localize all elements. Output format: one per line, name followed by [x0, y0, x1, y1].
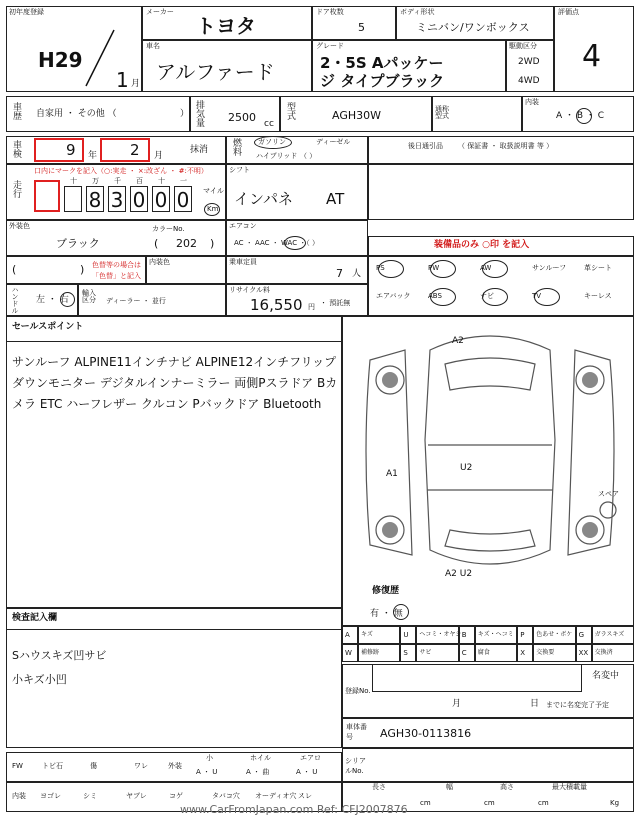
sales-title: セールスポイント — [12, 322, 84, 332]
spare-label: スペア — [598, 490, 619, 498]
height-label: 高さ — [500, 783, 514, 791]
mileage-unit-km: Km — [207, 205, 219, 213]
mileage-digit-label: 千 — [114, 177, 121, 185]
interior-item: ヨゴレ — [40, 792, 61, 800]
inspection-month: 2 — [130, 141, 140, 159]
mileage-digit-label: 一 — [180, 177, 187, 185]
grade-line1: 2・5S Aパッケー — [320, 54, 444, 72]
serial-label: シリアルNo. — [345, 757, 366, 775]
name-change-label: 名変中 — [592, 671, 620, 681]
legend-code: G — [578, 631, 585, 639]
score-value: 4 — [582, 39, 602, 74]
width-unit: cm — [484, 799, 495, 807]
rear-items-label: 後日通引品 — [408, 142, 443, 150]
legend-desc: 交換済 — [594, 649, 613, 656]
grade-line2: ジ タイプブラック — [320, 72, 445, 90]
fw-item-scratch: 傷 — [90, 762, 97, 770]
legend-desc: 交換要 — [536, 649, 555, 656]
reg-month: 1 — [116, 68, 129, 92]
usage-text: 自家用 ・ その他 （ — [36, 109, 117, 119]
handle-text: 左 ・ 右 — [36, 295, 69, 305]
displacement-label: 排気量 — [194, 100, 204, 127]
first-reg-label: 初年度登録 — [9, 8, 44, 16]
interior-color-label: 内装色 — [149, 258, 170, 266]
deadline-note: までに名変完了予定 — [546, 701, 609, 709]
inspection-notes-title: 検査記入欄 — [12, 613, 58, 623]
rear-items-cell — [368, 136, 634, 164]
erased-label: 抹消 — [190, 145, 209, 155]
recycle-note: ・ 預託無 — [320, 299, 351, 307]
mileage-status-box — [34, 180, 60, 212]
mileage-note: 口内にマークを記入（○:実走 ・ ×:改ざん ・ #:不明） — [34, 167, 208, 175]
fuel-label: 燃料 — [231, 138, 241, 156]
mileage-digit: 0 — [130, 186, 148, 212]
aero-opts: A ・ U — [296, 768, 318, 776]
equip-item: ABS — [428, 292, 442, 300]
mileage-digit-label: 万 — [92, 177, 99, 185]
mileage-digit-label: 十 — [70, 177, 77, 185]
legend-code: A — [345, 631, 350, 639]
recycle-label: リサイクル料 — [229, 286, 271, 294]
mark-a1: A1 — [386, 469, 398, 479]
usage-close: ） — [180, 109, 190, 119]
inspection-year-box — [34, 138, 84, 162]
watermark: www.CarFromJapan.com Ref: CFJ2007876 — [180, 803, 408, 816]
inspection-label: 車検 — [11, 140, 21, 158]
shift-type: AT — [326, 190, 345, 208]
legend-code: X — [520, 649, 525, 657]
maker-label: メーカー — [146, 8, 174, 16]
color-no-value: 202 — [176, 237, 197, 250]
exterior-color: ブラック — [56, 237, 100, 250]
legend-desc: ガラスキズ — [594, 631, 625, 638]
chassis-label: 車体番号 — [346, 723, 367, 741]
interior-row-label: 内装 — [12, 792, 26, 800]
legend-code: B — [461, 631, 467, 639]
equip-item: サンルーフ — [532, 264, 567, 272]
serial-cell — [342, 748, 634, 782]
interior-item: コゲ — [169, 792, 183, 800]
doors-label: ドア枚数 — [316, 8, 344, 16]
drive-2wd: 2WD — [518, 57, 540, 67]
rear-items-space — [368, 164, 634, 220]
color-change-note: 色替等の場合は — [92, 261, 141, 269]
model-label: 車名 — [146, 42, 160, 50]
legend-code: S — [403, 649, 408, 657]
legend-desc: 腐食 — [477, 649, 490, 656]
fuel-diesel: ディーゼル — [316, 138, 351, 146]
km-circle — [204, 203, 220, 216]
interior-item: オーディオ穴 — [255, 792, 297, 800]
inspection-month-box — [100, 138, 150, 162]
shift-label: シフト — [229, 166, 250, 174]
fw-item-crack: ワレ — [134, 762, 148, 770]
reg-box — [372, 664, 582, 692]
legend-desc: キズ — [361, 631, 373, 638]
doors-value: 5 — [358, 21, 365, 34]
mileage-digit: 0 — [152, 186, 170, 212]
legend-desc: ヘコミ・オヤシ — [419, 631, 462, 638]
inspection-year: 9 — [66, 141, 76, 159]
capacity-label: 乗車定員 — [229, 258, 257, 266]
chassis-no: AGH30-0113816 — [380, 727, 472, 740]
legend-desc: 補修跡 — [361, 649, 380, 656]
drive-label: 駆動区分 — [509, 42, 537, 50]
equip-item: ナビ — [480, 292, 494, 300]
wac-circle — [284, 236, 306, 250]
legend-desc: サビ — [419, 649, 432, 656]
length-label: 長さ — [372, 783, 386, 791]
legend-code: XX — [578, 649, 589, 657]
equip-item: PW — [428, 264, 440, 272]
model-code-label: 型式 — [285, 102, 295, 120]
repair-label: 修復歴 — [372, 586, 400, 596]
legend-desc: キズ・ヘコミ — [477, 631, 514, 638]
capacity-unit: 人 — [352, 269, 362, 279]
color-change-paren-open: ( — [12, 263, 17, 276]
wheel-label: ホイル — [250, 754, 271, 762]
reg-month-unit: 月 — [131, 79, 141, 89]
repair-options: 有 ・ 無 — [370, 609, 403, 619]
aero-label: エアロ — [300, 754, 321, 762]
fuel-gasoline: ガソリン — [258, 138, 286, 146]
color-change-paren-close: ) — [80, 263, 85, 276]
inspection-note-1: Sハウスキズ凹サビ — [12, 649, 107, 662]
handle-label: ハンドル — [11, 286, 19, 314]
equip-header: 装備品のみ ○印 を記入 — [434, 240, 530, 250]
mileage-digit — [64, 186, 82, 212]
reg-label: 登録No. — [345, 687, 371, 695]
fw-label: FW — [12, 762, 23, 770]
sales-text: サンルーフ ALPINE11インチナビ ALPINE12インチフリップダウンモニター デジタルインナーミラー 両側Pスラドア Bカメラ ETC ハーフレザー クルコン Pバックドア Bluetooth — [12, 355, 338, 411]
equip-item: エアバック — [376, 292, 411, 300]
interior-item: シミ — [83, 792, 97, 800]
deadline-month: 月 — [452, 699, 462, 709]
ext-label: 外装 — [168, 762, 182, 770]
inspection-month-unit: 月 — [154, 151, 164, 161]
interior-item: ヤブレ — [126, 792, 147, 800]
interior-item: タバコ穴 — [212, 792, 240, 800]
deadline-day: 日 — [530, 699, 540, 709]
dealer-options: ディーラー ・ 並行 — [106, 297, 166, 305]
fuel-hybrid: ハイブリッド — [256, 152, 298, 160]
ext-small-opts: A ・ U — [196, 768, 218, 776]
mileage-label: 走行 — [11, 180, 21, 198]
slash-divider — [80, 28, 120, 88]
displacement-value: 2500 — [228, 111, 256, 124]
equip-item: PS — [376, 264, 385, 272]
ext-small-label: 小 — [206, 754, 213, 762]
mark-u2: U2 — [460, 463, 473, 473]
recycle-unit: 円 — [308, 303, 315, 311]
width-label: 幅 — [446, 783, 453, 791]
inspection-note-2: 小キズ小凹 — [12, 673, 67, 686]
legend-code: U — [403, 631, 409, 639]
recycle-amount: 16,550 — [250, 296, 303, 314]
weight-unit: Kg — [610, 799, 620, 807]
weight-label: 最大積載量 — [552, 783, 587, 791]
maker-value: トヨタ — [196, 14, 256, 38]
reg-year: H29 — [38, 48, 83, 72]
color-no-paren-open: ( — [154, 237, 159, 250]
drive-4wd: 4WD — [518, 76, 540, 86]
shift-position: インパネ — [234, 190, 293, 208]
displacement-unit: cc — [264, 119, 274, 129]
exterior-label: 外装色 — [9, 222, 30, 230]
interior-grade-label: 内装 — [525, 98, 539, 106]
wheel-opts: A ・ 曲 — [246, 768, 270, 776]
equip-item: AW — [480, 264, 492, 272]
body-label: ボディ形状 — [400, 8, 435, 16]
mileage-digit-label: 十 — [158, 177, 165, 185]
legend-code: W — [345, 649, 352, 657]
score-label: 評価点 — [558, 8, 579, 16]
rear-items-list: （ 保証書 ・ 取扱説明書 等 ） — [458, 142, 554, 150]
equip-item: 革シート — [584, 264, 612, 272]
capacity-value: 7 — [336, 267, 343, 280]
import-label: 輸入区分 — [82, 289, 96, 304]
equip-item: TV — [532, 292, 542, 300]
mark-a2-top: A2 — [452, 336, 464, 346]
inspection-year-unit: 年 — [88, 151, 98, 161]
interior-item: スレ — [298, 792, 312, 800]
mileage-unit-mile: マイル — [203, 187, 224, 195]
mileage-digit: 8 — [86, 186, 104, 212]
length-unit: cm — [420, 799, 431, 807]
car-diagram — [350, 330, 630, 580]
mileage-digit-label: 百 — [136, 177, 143, 185]
grade-label: グレード — [316, 42, 344, 50]
repair-none-circle — [393, 604, 409, 620]
height-unit: cm — [538, 799, 549, 807]
interior-grade-options: A ・ B ・ C — [556, 111, 605, 121]
body-value: ミニバン/ワンボックス — [416, 21, 530, 34]
model-code-value: AGH30W — [332, 109, 382, 122]
common-code-label: 通称型式 — [435, 105, 449, 120]
legend-code: P — [520, 631, 525, 639]
mileage-digit: 0 — [174, 186, 192, 212]
aircon-options: AC ・ AAC ・ WAC ・（ ） — [234, 239, 320, 247]
aircon-label: エアコン — [229, 222, 257, 230]
equip-item: キーレス — [584, 292, 612, 300]
color-change-note2: 「色替」と記入 — [92, 272, 141, 280]
legend-desc: 色あせ・ボケ — [536, 631, 573, 638]
color-no-paren-close: ) — [210, 237, 215, 250]
fuel-gasoline-circle — [254, 136, 292, 149]
legend-code: C — [461, 649, 467, 657]
mileage-digit: 3 — [108, 186, 126, 212]
usage-label: 車歴 — [11, 102, 21, 120]
handle-right-circle — [60, 292, 75, 307]
mark-a2-u2-bottom: A2 U2 — [445, 569, 473, 579]
fw-item-chip: トビ石 — [42, 762, 63, 770]
model-value: アルファード — [156, 60, 275, 84]
fuel-hybrid-paren: （ ） — [300, 152, 317, 160]
color-no-label: カラーNo. — [152, 225, 185, 233]
grade-b-circle — [576, 108, 592, 124]
